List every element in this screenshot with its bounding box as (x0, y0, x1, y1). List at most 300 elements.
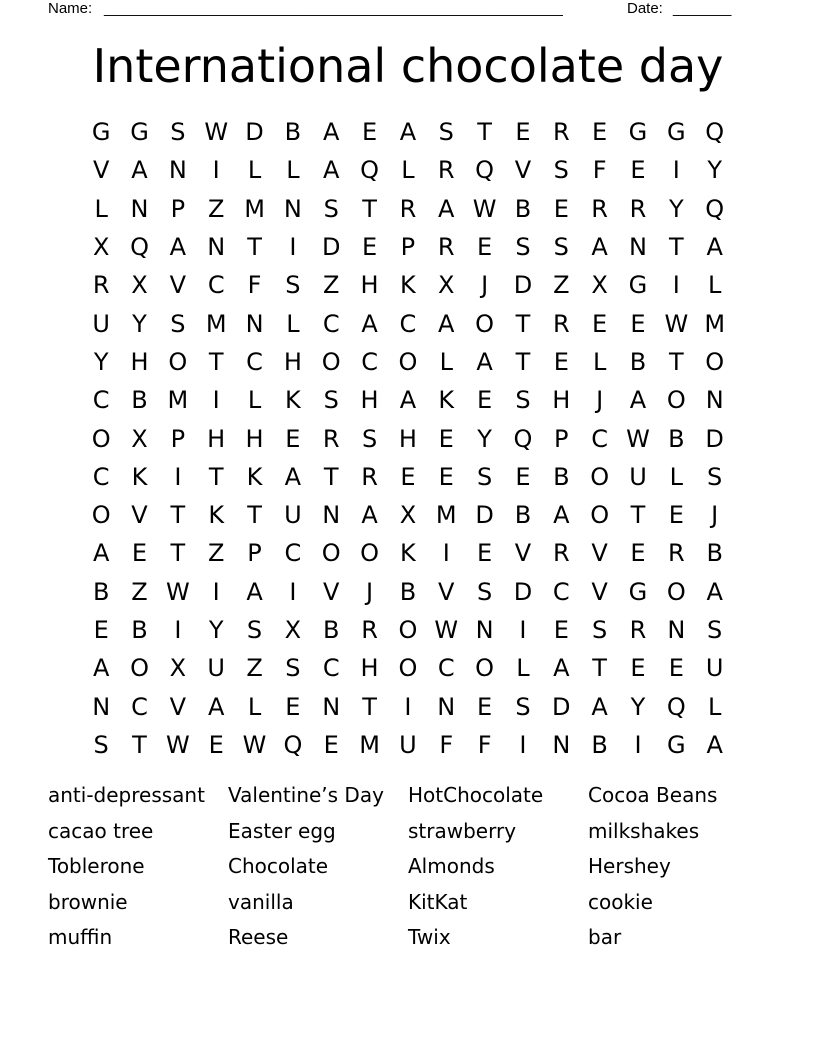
grid-cell[interactable]: O (398, 616, 418, 644)
grid-cell[interactable]: B (514, 501, 532, 530)
grid-cell[interactable]: C (361, 347, 378, 376)
grid-cell[interactable]: R (92, 271, 110, 300)
grid-cell[interactable]: O (590, 462, 610, 491)
grid-cell[interactable]: Z (553, 271, 570, 300)
grid-cell[interactable]: X (399, 501, 417, 530)
word-list-item: HotChocolate (408, 783, 544, 807)
grid-cell[interactable]: W (165, 577, 190, 606)
grid-cell[interactable]: S (476, 462, 493, 491)
grid-cell[interactable]: Y (132, 309, 147, 338)
grid-cell[interactable]: S (323, 194, 339, 223)
word-list-item: milkshakes (588, 818, 700, 843)
grid-cell[interactable]: A (438, 194, 455, 223)
grid-cell[interactable]: E (361, 233, 378, 262)
grid-cell[interactable]: L (247, 386, 262, 415)
grid-cell[interactable]: J (596, 386, 604, 415)
grid-cell[interactable]: N (629, 233, 647, 262)
grid-cell[interactable]: V (591, 539, 608, 568)
grid-cell[interactable]: E (592, 309, 608, 338)
grid-cell[interactable]: O (398, 347, 418, 376)
word-list-item: Hershey (588, 854, 671, 878)
grid-cell[interactable]: N (475, 616, 494, 644)
grid-cell[interactable]: M (167, 386, 189, 415)
grid-cell[interactable]: J (481, 271, 489, 300)
grid-cell[interactable]: R (552, 118, 570, 147)
grid-cell[interactable]: Y (707, 156, 722, 185)
grid-cell[interactable]: A (553, 501, 570, 530)
grid-cell[interactable]: X (438, 271, 455, 300)
grid-cell[interactable]: M (205, 309, 227, 338)
grid-cell[interactable]: N (245, 309, 264, 338)
grid-cell[interactable]: A (323, 156, 340, 185)
grid-cell[interactable]: T (515, 347, 531, 376)
grid-cell[interactable]: R (437, 233, 455, 262)
grid-cell[interactable]: Y (93, 347, 109, 376)
grid-cell[interactable]: W (664, 309, 689, 338)
grid-cell[interactable]: S (285, 271, 301, 300)
grid-cell[interactable]: U (92, 309, 110, 338)
grid-cell[interactable]: L (247, 692, 262, 721)
grid-cell[interactable]: S (285, 654, 301, 683)
grid-cell[interactable]: Z (323, 271, 340, 300)
grid-cell[interactable]: K (400, 271, 416, 300)
grid-cell[interactable]: L (516, 654, 530, 683)
grid-cell[interactable]: G (628, 271, 648, 300)
grid-cell[interactable]: S (438, 118, 454, 147)
grid-cell[interactable]: T (592, 654, 607, 683)
grid-cell[interactable]: I (634, 730, 642, 759)
grid-cell[interactable]: A (92, 654, 110, 683)
grid-cell[interactable]: A (591, 692, 608, 721)
grid-cell[interactable]: M (435, 501, 457, 530)
grid-cell[interactable]: B (399, 577, 417, 606)
grid-cell[interactable]: C (322, 654, 340, 683)
grid-cell[interactable]: R (399, 194, 417, 223)
grid-cell[interactable]: K (246, 462, 263, 491)
grid-cell[interactable]: V (514, 156, 532, 185)
grid-cell[interactable]: B (284, 118, 302, 147)
grid-cell[interactable]: Q (705, 118, 725, 147)
grid-cell[interactable]: V (92, 156, 110, 185)
grid-cell[interactable]: B (668, 424, 685, 453)
grid-cell[interactable]: F (592, 156, 607, 185)
grid-cell[interactable]: M (704, 309, 726, 338)
grid-cell[interactable]: H (360, 271, 379, 300)
grid-cell[interactable]: S (707, 462, 723, 491)
grid-cell[interactable]: L (286, 156, 300, 185)
grid-cell[interactable]: L (669, 462, 684, 491)
grid-cell[interactable]: C (284, 539, 302, 568)
grid-cell[interactable]: A (399, 118, 417, 147)
grid-cell[interactable]: A (207, 692, 225, 721)
grid-cell[interactable]: E (93, 616, 109, 644)
grid-cell[interactable]: C (92, 462, 110, 491)
grid-cell[interactable]: S (246, 616, 263, 644)
grid-cell[interactable]: T (668, 347, 684, 376)
grid-cell[interactable]: T (515, 309, 531, 338)
grid-cell[interactable]: B (131, 386, 148, 415)
grid-cell[interactable]: P (170, 194, 186, 223)
grid-cell[interactable]: B (706, 539, 723, 568)
grid-cell[interactable]: V (591, 577, 608, 606)
grid-cell[interactable]: X (92, 233, 110, 262)
grid-cell[interactable]: B (131, 616, 148, 644)
grid-cell[interactable]: R (437, 156, 455, 185)
grid-cell[interactable]: C (552, 577, 570, 606)
grid-cell[interactable]: V (131, 501, 148, 530)
grid-cell[interactable]: A (323, 118, 340, 147)
grid-cell[interactable]: W (626, 424, 650, 453)
grid-cell[interactable]: C (92, 386, 110, 415)
grid-cell[interactable]: E (553, 616, 569, 644)
word-list-item: cacao tree (48, 818, 154, 843)
grid-cell[interactable]: T (170, 539, 186, 568)
grid-cell[interactable]: A (284, 462, 302, 491)
grid-cell[interactable]: R (591, 194, 608, 223)
grid-cell[interactable]: K (438, 386, 455, 415)
grid-cell[interactable]: N (667, 616, 686, 644)
grid-cell[interactable]: P (247, 539, 262, 568)
grid-cell[interactable]: N (552, 730, 571, 759)
grid-cell[interactable]: Q (666, 692, 686, 721)
grid-cell[interactable]: O (590, 501, 610, 530)
grid-cell[interactable]: V (169, 271, 187, 300)
grid-cell[interactable]: W (165, 730, 190, 759)
grid-cell[interactable]: O (705, 347, 725, 376)
grid-cell[interactable]: A (399, 386, 417, 415)
grid-cell[interactable]: S (323, 386, 339, 415)
grid-cell[interactable]: T (477, 118, 492, 147)
grid-cell[interactable]: N (130, 194, 149, 223)
grid-cell[interactable]: S (93, 730, 109, 759)
grid-cell[interactable]: D (475, 501, 494, 530)
grid-cell[interactable]: A (169, 233, 187, 262)
grid-cell[interactable]: R (629, 194, 647, 223)
grid-cell[interactable]: A (591, 233, 608, 262)
word-list-item: bar (588, 925, 622, 949)
grid-cell[interactable]: E (630, 156, 646, 185)
grid-cell[interactable]: E (361, 118, 378, 147)
grid-cell[interactable]: E (131, 539, 148, 568)
grid-cell[interactable]: Z (207, 194, 225, 223)
grid-cell[interactable]: I (442, 539, 450, 568)
grid-cell[interactable]: H (283, 347, 302, 376)
grid-cell[interactable]: S (553, 233, 569, 262)
grid-cell[interactable]: V (514, 539, 532, 568)
grid-cell[interactable]: E (285, 692, 301, 721)
grid-cell[interactable]: O (398, 654, 418, 683)
grid-cell[interactable]: O (130, 654, 149, 683)
grid-cell[interactable]: M (359, 730, 380, 759)
grid-cell[interactable]: U (629, 462, 647, 491)
grid-cell[interactable]: L (94, 194, 108, 223)
grid-cell[interactable]: H (130, 347, 149, 376)
grid-cell[interactable]: L (401, 156, 415, 185)
grid-cell[interactable]: N (92, 692, 111, 721)
grid-cell[interactable]: Q (283, 730, 303, 759)
grid-cell[interactable]: C (131, 692, 148, 721)
grid-cell[interactable]: T (668, 233, 684, 262)
grid-cell[interactable]: R (552, 539, 570, 568)
grid-cell[interactable]: K (285, 386, 301, 415)
grid-cell[interactable]: L (286, 309, 300, 338)
grid-cell[interactable]: A (629, 386, 647, 415)
grid-cell[interactable]: A (92, 539, 110, 568)
grid-cell[interactable]: U (705, 654, 724, 683)
grid-cell[interactable]: E (630, 654, 646, 683)
grid-cell[interactable]: F (477, 730, 492, 759)
grid-cell[interactable]: A (361, 501, 378, 530)
grid-cell[interactable]: K (131, 462, 148, 491)
grid-cell[interactable]: S (361, 424, 378, 453)
grid-cell[interactable]: T (208, 462, 224, 491)
grid-cell[interactable]: E (553, 194, 569, 223)
grid-cell[interactable]: T (247, 233, 262, 262)
grid-cell[interactable]: E (323, 730, 339, 759)
grid-cell[interactable]: X (591, 271, 608, 300)
grid-cell[interactable]: I (519, 730, 527, 759)
grid-cell[interactable]: R (361, 462, 378, 491)
grid-cell[interactable]: E (400, 462, 416, 491)
grid-cell[interactable]: Y (208, 616, 224, 644)
name-line: _______________________________________________________ (104, 0, 563, 17)
grid-cell[interactable]: B (323, 616, 340, 644)
grid-cell[interactable]: P (170, 424, 186, 453)
grid-cell[interactable]: W (242, 730, 267, 759)
grid-cell[interactable]: B (514, 194, 532, 223)
grid-cell[interactable]: D (513, 577, 533, 606)
grid-cell[interactable]: V (169, 692, 187, 721)
grid-cell[interactable]: G (667, 730, 686, 759)
grid-cell[interactable]: M (244, 194, 265, 223)
grid-cell[interactable]: Y (668, 194, 684, 223)
grid-cell[interactable]: T (323, 462, 339, 491)
grid-cell[interactable]: R (667, 539, 685, 568)
grid-cell[interactable]: O (168, 347, 188, 376)
grid-cell[interactable]: Z (131, 577, 148, 606)
grid-cell[interactable]: D (321, 233, 341, 262)
grid-cell[interactable]: O (666, 386, 686, 415)
grid-cell[interactable]: A (476, 347, 493, 376)
grid-cell[interactable]: X (284, 616, 302, 644)
grid-cell[interactable]: S (515, 386, 531, 415)
grid-cell[interactable]: E (553, 347, 569, 376)
grid-cell[interactable]: E (668, 501, 684, 530)
grid-cell[interactable]: H (552, 386, 571, 415)
grid-cell[interactable]: C (399, 309, 417, 338)
grid-cell[interactable]: D (552, 692, 571, 721)
grid-cell[interactable]: A (361, 309, 378, 338)
grid-cell[interactable]: U (284, 501, 302, 530)
grid-cell[interactable]: R (361, 616, 378, 644)
grid-cell[interactable]: A (438, 309, 455, 338)
grid-cell[interactable]: V (438, 577, 455, 606)
grid-cell[interactable]: F (247, 271, 262, 300)
grid-cell[interactable]: I (519, 616, 527, 644)
grid-cell[interactable]: B (591, 730, 608, 759)
grid-cell[interactable]: L (592, 347, 607, 376)
grid-cell[interactable]: T (630, 501, 646, 530)
grid-cell[interactable]: G (628, 577, 648, 606)
grid-cell[interactable]: C (207, 271, 225, 300)
grid-cell[interactable]: E (477, 386, 493, 415)
grid-cell[interactable]: I (212, 386, 220, 415)
grid-cell[interactable]: O (475, 654, 495, 683)
grid-cell[interactable]: I (404, 692, 412, 721)
grid-cell[interactable]: E (285, 424, 301, 453)
grid-cell[interactable]: K (208, 501, 225, 530)
grid-cell[interactable]: Z (207, 539, 225, 568)
grid-cell[interactable]: P (400, 233, 416, 262)
grid-cell[interactable]: W (472, 194, 497, 223)
grid-cell[interactable]: A (706, 577, 723, 606)
grid-cell[interactable]: X (169, 654, 187, 683)
grid-cell[interactable]: E (438, 462, 454, 491)
word-list-item: Valentine’s Day (228, 783, 384, 807)
grid-cell[interactable]: S (515, 692, 531, 721)
grid-cell[interactable]: Q (475, 156, 495, 185)
grid-cell[interactable]: A (706, 730, 723, 759)
grid-cell[interactable]: E (515, 462, 531, 491)
grid-cell[interactable]: S (476, 577, 493, 606)
grid-cell[interactable]: L (707, 692, 722, 721)
grid-cell[interactable]: D (705, 424, 724, 453)
grid-cell[interactable]: S (707, 616, 723, 644)
grid-cell[interactable]: G (130, 118, 149, 147)
grid-cell[interactable]: H (207, 424, 226, 453)
grid-cell[interactable]: Q (130, 233, 149, 262)
grid-cell[interactable]: D (245, 118, 264, 147)
grid-cell[interactable]: G (91, 118, 111, 147)
grid-cell[interactable]: N (705, 386, 724, 415)
grid-cell[interactable]: P (554, 424, 569, 453)
grid-cell[interactable]: N (168, 156, 187, 185)
grid-cell[interactable]: V (323, 577, 340, 606)
grid-cell[interactable]: G (667, 118, 686, 147)
grid-cell[interactable]: X (131, 424, 148, 453)
grid-cell[interactable]: O (91, 424, 111, 453)
grid-cell[interactable]: N (207, 233, 226, 262)
grid-cell[interactable]: E (477, 233, 493, 262)
grid-cell[interactable]: I (289, 233, 297, 262)
grid-cell[interactable]: J (711, 501, 719, 530)
grid-cell[interactable]: W (434, 616, 459, 644)
grid-cell[interactable]: E (668, 654, 684, 683)
grid-cell[interactable]: O (321, 539, 341, 568)
grid-cell[interactable]: U (399, 730, 417, 759)
grid-cell[interactable]: N (283, 194, 302, 223)
grid-cell[interactable]: I (212, 156, 220, 185)
grid-cell[interactable]: L (247, 156, 262, 185)
word-list-item: Reese (228, 925, 289, 949)
grid-cell[interactable]: X (131, 271, 148, 300)
grid-cell[interactable]: R (552, 309, 570, 338)
grid-cell[interactable]: K (400, 539, 416, 568)
grid-cell[interactable]: O (475, 309, 495, 338)
grid-cell[interactable]: E (630, 539, 646, 568)
grid-cell[interactable]: H (245, 424, 264, 453)
grid-cell[interactable]: B (629, 347, 647, 376)
grid-cell[interactable]: I (174, 462, 182, 491)
grid-cell[interactable]: B (553, 462, 570, 491)
grid-cell[interactable]: E (477, 692, 493, 721)
grid-cell[interactable]: O (321, 347, 341, 376)
grid-cell[interactable]: T (247, 501, 262, 530)
grid-cell[interactable]: C (322, 309, 340, 338)
grid-cell[interactable]: Y (630, 692, 646, 721)
grid-cell[interactable]: F (439, 730, 454, 759)
grid-cell[interactable]: A (131, 156, 148, 185)
grid-cell[interactable]: O (360, 539, 380, 568)
grid-cell[interactable]: I (672, 271, 680, 300)
grid-cell[interactable]: U (207, 654, 225, 683)
grid-cell[interactable]: Z (246, 654, 263, 683)
grid-cell[interactable]: S (553, 156, 569, 185)
grid-cell[interactable]: W (204, 118, 229, 147)
grid-cell[interactable]: O (91, 501, 111, 530)
grid-cell[interactable]: A (246, 577, 263, 606)
grid-cell[interactable]: T (132, 730, 147, 759)
grid-cell[interactable]: H (360, 654, 379, 683)
grid-cell[interactable]: B (92, 577, 110, 606)
grid-cell[interactable]: T (362, 194, 377, 223)
grid-cell[interactable]: N (437, 692, 456, 721)
grid-cell[interactable]: H (398, 424, 417, 453)
grid-cell[interactable]: E (208, 730, 224, 759)
grid-cell[interactable]: T (208, 347, 224, 376)
grid-cell[interactable]: L (439, 347, 453, 376)
word-list-item: Twix (408, 925, 451, 949)
grid-cell[interactable]: C (591, 424, 609, 453)
grid-cell[interactable]: S (592, 616, 608, 644)
grid-cell[interactable]: S (170, 118, 186, 147)
grid-cell[interactable]: D (513, 271, 533, 300)
grid-cell[interactable]: R (629, 616, 647, 644)
grid-cell[interactable]: J (366, 577, 374, 606)
grid-cell[interactable]: T (170, 501, 186, 530)
grid-cell[interactable]: E (477, 539, 493, 568)
grid-cell[interactable]: S (170, 309, 186, 338)
grid-cell[interactable]: T (362, 692, 377, 721)
grid-cell[interactable]: L (707, 271, 722, 300)
grid-cell[interactable]: Y (477, 424, 492, 453)
grid-cell[interactable]: N (322, 692, 341, 721)
grid-cell[interactable]: A (553, 654, 570, 683)
grid-cell[interactable]: O (666, 577, 686, 606)
date-label: Date: (627, 0, 663, 17)
grid-cell[interactable]: I (289, 577, 297, 606)
grid-cell[interactable]: E (630, 309, 646, 338)
grid-cell[interactable]: E (515, 118, 531, 147)
grid-cell[interactable]: C (437, 654, 455, 683)
grid-cell[interactable]: A (706, 233, 723, 262)
grid-cell[interactable]: S (515, 233, 531, 262)
grid-cell[interactable]: Q (705, 194, 725, 223)
grid-cell[interactable]: N (322, 501, 341, 530)
grid-cell[interactable]: E (438, 424, 454, 453)
grid-cell[interactable]: Q (513, 424, 533, 453)
grid-cell[interactable]: H (360, 386, 379, 415)
grid-cell[interactable]: G (628, 118, 648, 147)
grid-cell[interactable]: E (592, 118, 608, 147)
grid-cell[interactable]: R (322, 424, 340, 453)
grid-cell[interactable]: C (246, 347, 263, 376)
grid-cell[interactable]: I (212, 577, 220, 606)
grid-cell[interactable]: Q (360, 156, 380, 185)
grid-cell[interactable]: I (672, 156, 680, 185)
grid-cell[interactable]: I (174, 616, 182, 644)
word-list-item: brownie (48, 889, 128, 914)
